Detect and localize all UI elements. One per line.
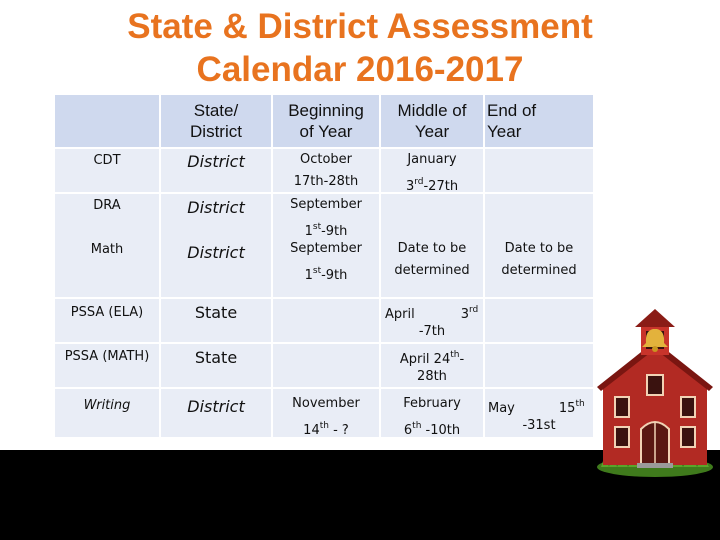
pssa-math-middle-line1: April 24th- [399,350,465,367]
row-name-math: Math [90,242,124,257]
writing-middle-line1: February [403,396,461,411]
row-name-writing: Writing [83,398,131,413]
row-type-cdt: District [187,152,245,171]
dra-beginning-line1: September [290,197,362,212]
row-divider [55,342,593,344]
cdt-beginning: October 17th-28th [293,152,359,189]
cdt-middle-line2: 3rd-27th [405,177,459,194]
pssa-math-middle-line2: 28th [417,369,447,384]
row-divider [55,297,593,299]
writing-end-line1: May 15th [488,399,585,416]
header-end-of-year: End of Year [487,101,537,141]
math-beginning-line2: 1st-9th [304,266,348,283]
assessment-calendar-table [55,95,593,437]
row-type-dra: District [187,198,245,217]
math-beginning-line1: September [290,241,362,256]
row-type-writing: District [187,397,245,416]
row-type-pssa-ela: State [194,303,238,322]
pssa-ela-middle-line2: -7th [418,324,446,339]
title-line-2: Calendar 2016-2017 [196,50,524,89]
row-divider [55,387,593,389]
math-end: Date to be determined [501,241,577,278]
writing-beginning-line1: November [292,396,360,411]
cdt-middle-line1: January [407,152,457,167]
schoolhouse-bell-icon [595,305,715,480]
title-line-1: State & District Assessment [127,7,593,46]
header-beginning-of-year: Beginning of Year [288,101,364,141]
writing-middle-line2: 6th -10th [403,421,461,438]
row-type-pssa-math: State [194,348,238,367]
row-name-dra: DRA [93,198,121,213]
dra-beginning-line2: 1st-9th [304,222,348,239]
header-state-district: State/ District [190,101,242,141]
pssa-ela-middle-line1: April 3rd [385,305,479,322]
writing-beginning-line2: 14th - ? [303,421,349,438]
row-name-cdt: CDT [93,153,121,168]
row-name-pssa-ela: PSSA (ELA) [70,305,144,320]
header-middle-of-year: Middle of Year [397,101,467,141]
header-empty-cell [55,95,159,147]
row-type-math: District [187,243,245,262]
writing-end-line2: -31st [522,418,556,433]
math-middle: Date to be determined [394,241,470,278]
row-name-pssa-math: PSSA (MATH) [64,349,150,364]
